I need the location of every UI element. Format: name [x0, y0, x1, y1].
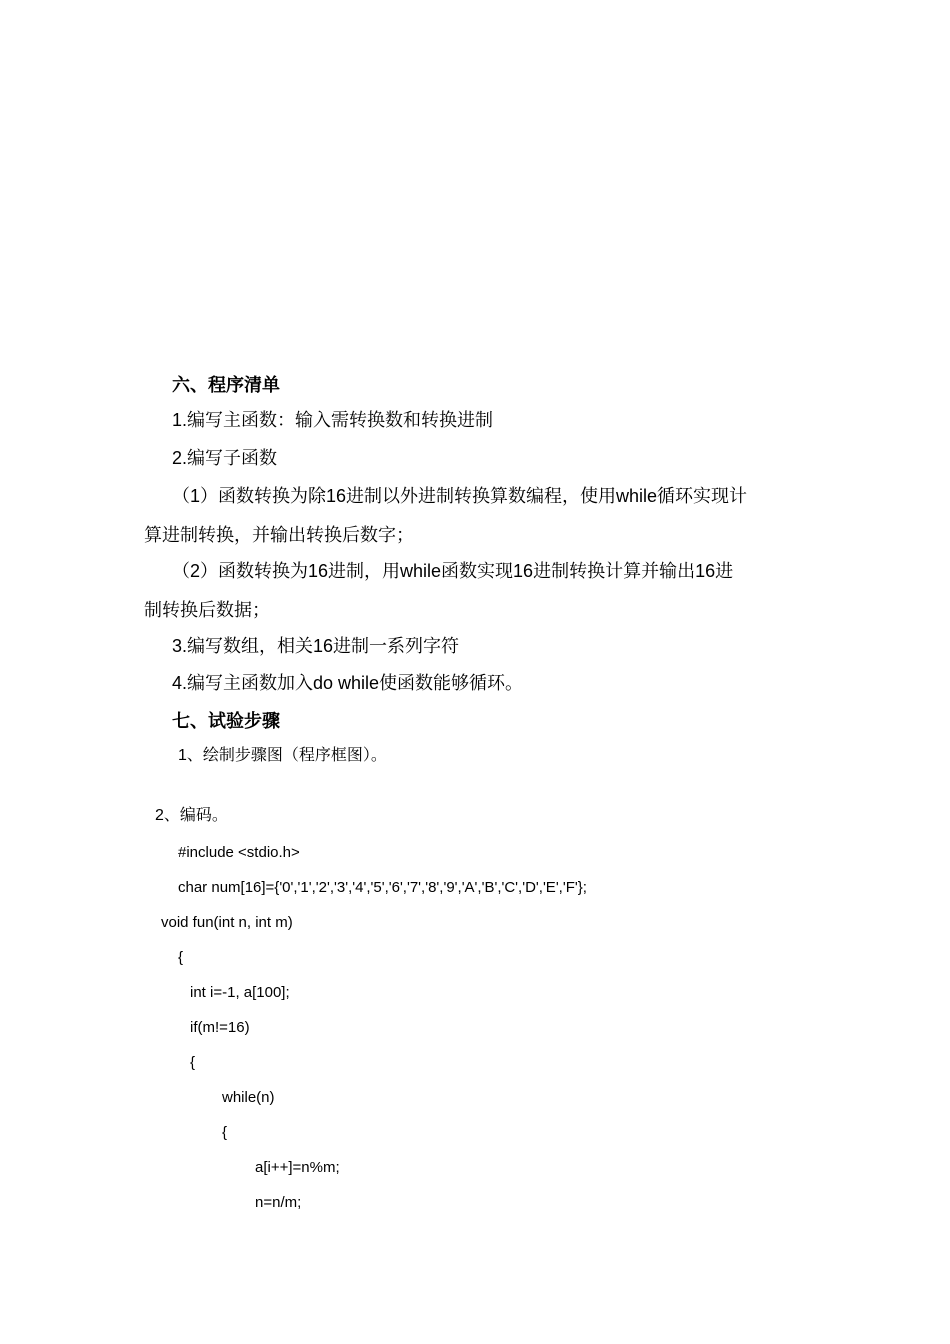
section-six-item-2-2-line2: 制转换后数据； — [144, 600, 270, 620]
code-line: if(m!=16) — [190, 1019, 250, 1036]
section-six-item-3: 3.编写数组，相关16进制一系列字符 — [172, 636, 460, 656]
code-line: a[i++]=n%m; — [255, 1159, 340, 1176]
code-line: char num[16]={'0','1','2','3','4','5','6','7','8','9','A','B','C','D','E','F'}; — [178, 879, 587, 896]
section-six-item-4: 4.编写主函数加入do while使函数能够循环。 — [172, 673, 524, 693]
section-six-item-2: 2.编写子函数 — [172, 448, 278, 468]
code-line: while(n) — [222, 1089, 275, 1106]
section-six-heading: 六、程序清单 — [172, 375, 280, 395]
section-six-item-2-1-line2: 算进制转换，并输出转换后数字； — [144, 525, 414, 545]
section-six-item-2-1-line1: （1）函数转换为除16进制以外进制转换算数编程，使用while循环实现计 — [172, 486, 748, 506]
code-line: { — [190, 1054, 196, 1071]
code-line: void fun(int n, int m) — [161, 914, 293, 931]
step-2: 2、编码。 — [155, 807, 228, 824]
code-line: #include <stdio.h> — [178, 844, 300, 861]
section-seven-heading: 七、试验步骤 — [172, 711, 280, 731]
code-line: { — [222, 1124, 228, 1141]
code-line: n=n/m; — [255, 1194, 302, 1211]
code-line: int i=-1, a[100]; — [190, 984, 290, 1001]
section-six-item-2-2-line1: （2）函数转换为16进制，用while函数实现16进制转换计算并输出16进 — [172, 561, 734, 581]
step-1: 1、绘制步骤图（程序框图）。 — [178, 747, 387, 764]
code-line: { — [178, 949, 184, 966]
section-six-item-1: 1.编写主函数：输入需转换数和转换进制 — [172, 410, 494, 430]
